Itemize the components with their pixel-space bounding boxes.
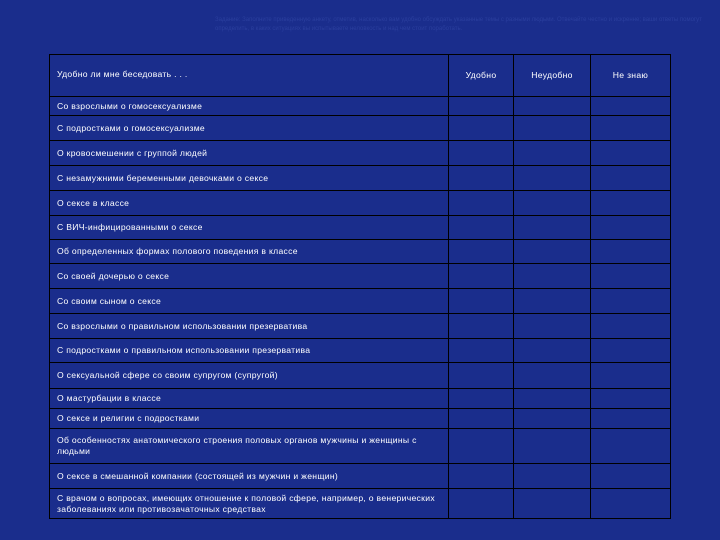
answer-cell[interactable]: [449, 464, 514, 489]
row-question: О кровосмешении с группой людей: [50, 141, 449, 166]
answer-cell[interactable]: [591, 464, 671, 489]
answer-cell[interactable]: [591, 389, 671, 409]
row-question: О сексе в классе: [50, 191, 449, 216]
answer-cell[interactable]: [591, 240, 671, 264]
answer-cell[interactable]: [591, 409, 671, 429]
answer-cell[interactable]: [514, 489, 591, 519]
answer-cell[interactable]: [591, 97, 671, 116]
answer-cell[interactable]: [591, 429, 671, 464]
table-row: [50, 314, 671, 339]
answer-cell[interactable]: [449, 289, 514, 314]
column-header-dont-know: Не знаю: [591, 55, 671, 97]
table-row: [50, 363, 671, 389]
answer-cell[interactable]: [514, 363, 591, 389]
table-row: [50, 289, 671, 314]
answer-cell[interactable]: [449, 191, 514, 216]
table-row: [50, 389, 671, 409]
table-row: [50, 489, 671, 519]
table-row: [50, 409, 671, 429]
answer-cell[interactable]: [591, 141, 671, 166]
answer-cell[interactable]: [514, 289, 591, 314]
row-question: С ВИЧ-инфицированными о сексе: [50, 216, 449, 240]
table-row: [50, 216, 671, 240]
answer-cell[interactable]: [514, 191, 591, 216]
answer-cell[interactable]: [449, 264, 514, 289]
comfort-survey-table: [49, 54, 671, 519]
row-question: С подростками о гомосексуализме: [50, 116, 449, 141]
answer-cell[interactable]: [449, 429, 514, 464]
answer-cell[interactable]: [449, 409, 514, 429]
answer-cell[interactable]: [449, 216, 514, 240]
answer-cell[interactable]: [449, 489, 514, 519]
row-question: Со своим сыном о сексе: [50, 289, 449, 314]
answer-cell[interactable]: [514, 116, 591, 141]
answer-cell[interactable]: [514, 264, 591, 289]
answer-cell[interactable]: [514, 240, 591, 264]
table-row: [50, 464, 671, 489]
row-question: Со взрослыми о правильном использовании презерватива: [50, 314, 449, 339]
answer-cell[interactable]: [591, 191, 671, 216]
answer-cell[interactable]: [449, 389, 514, 409]
row-question: О сексе и религии с подростками: [50, 409, 449, 429]
answer-cell[interactable]: [449, 363, 514, 389]
instructions-text: Задание: Заполните приведенную анкету, отметив, насколько вам удобно обсуждать указанные темы с разными людьми. Отвечайте честно и искренне; ваши ответы помогут определить, в каких ситуациях вы испытываете неловкость и над чем стоит поработать.: [215, 17, 702, 32]
table-row: [50, 264, 671, 289]
answer-cell[interactable]: [449, 116, 514, 141]
table-row: [50, 339, 671, 363]
answer-cell[interactable]: [449, 339, 514, 363]
answer-cell[interactable]: [449, 97, 514, 116]
answer-cell[interactable]: [514, 339, 591, 363]
answer-cell[interactable]: [514, 141, 591, 166]
row-question: Об определенных формах полового поведения в классе: [50, 240, 449, 264]
table-row: [50, 97, 671, 116]
row-question: Со взрослыми о гомосексуализме: [50, 97, 449, 116]
answer-cell[interactable]: [514, 464, 591, 489]
answer-cell[interactable]: [514, 314, 591, 339]
row-question: С врачом о вопросах, имеющих отношение к половой сфере, например, о венерических заболеваниях или противозачаточных средствах: [50, 489, 449, 519]
row-question: О мастурбации в классе: [50, 389, 449, 409]
column-header-uncomfortable: Неудобно: [514, 55, 591, 97]
answer-cell[interactable]: [591, 216, 671, 240]
answer-cell[interactable]: [514, 166, 591, 191]
answer-cell[interactable]: [591, 339, 671, 363]
row-question: О сексуальной сфере со своим супругом (супругой): [50, 363, 449, 389]
answer-cell[interactable]: [514, 216, 591, 240]
row-question: О сексе в смешанной компании (состоящей из мужчин и женщин): [50, 464, 449, 489]
answer-cell[interactable]: [591, 489, 671, 519]
answer-cell[interactable]: [449, 314, 514, 339]
answer-cell[interactable]: [449, 240, 514, 264]
answer-cell[interactable]: [449, 166, 514, 191]
table-row: [50, 191, 671, 216]
answer-cell[interactable]: [591, 289, 671, 314]
answer-cell[interactable]: [449, 141, 514, 166]
column-header-comfortable: Удобно: [449, 55, 514, 97]
table-row: [50, 240, 671, 264]
answer-cell[interactable]: [514, 409, 591, 429]
answer-cell[interactable]: [514, 97, 591, 116]
header-row: [50, 55, 671, 97]
row-question: С подростками о правильном использовании презерватива: [50, 339, 449, 363]
row-question: С незамужними беременными девочками о сексе: [50, 166, 449, 191]
answer-cell[interactable]: [591, 363, 671, 389]
answer-cell[interactable]: [591, 314, 671, 339]
table-row: [50, 141, 671, 166]
row-question: Об особенностях анатомического строения половых органов мужчины и женщины с людьми: [50, 429, 449, 464]
table-row: [50, 116, 671, 141]
answer-cell[interactable]: [514, 389, 591, 409]
table-row: [50, 166, 671, 191]
table-row: [50, 429, 671, 464]
question-header: Удобно ли мне беседовать . . .: [50, 55, 449, 97]
answer-cell[interactable]: [591, 166, 671, 191]
answer-cell[interactable]: [591, 264, 671, 289]
answer-cell[interactable]: [514, 429, 591, 464]
row-question: Со своей дочерью о сексе: [50, 264, 449, 289]
answer-cell[interactable]: [591, 116, 671, 141]
